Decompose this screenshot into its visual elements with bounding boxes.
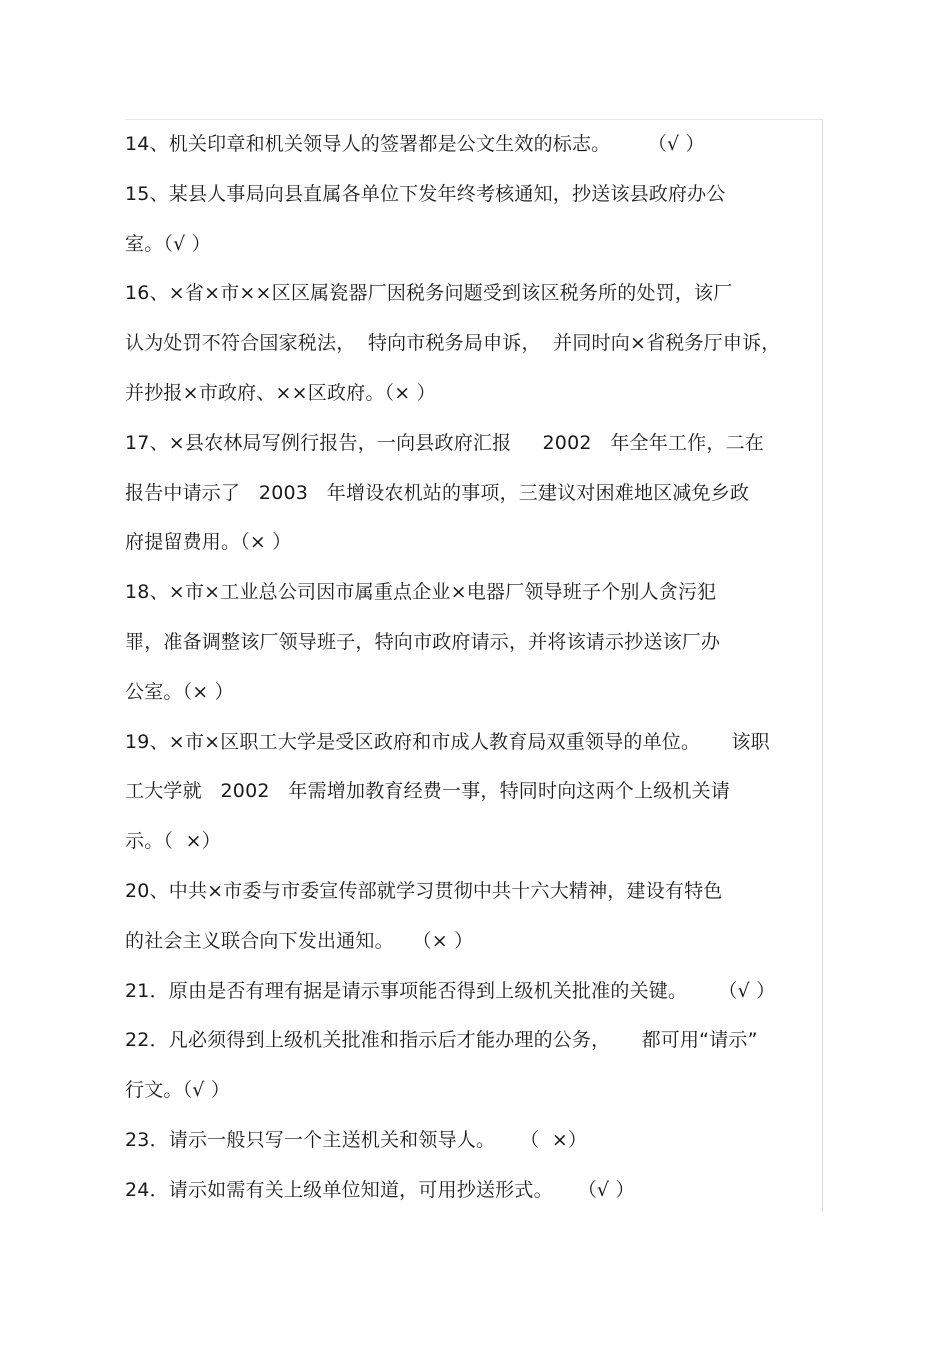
text-line: 公室。（× ） (125, 680, 234, 703)
text-line: 室。（√ ） (125, 232, 211, 255)
text-line: 18、×市×工业总公司因市属重点企业×电器厂领导班子个别人贪污犯 (125, 581, 717, 604)
text-line: 19、×市×区职工大学是受区政府和市成人教育局双重领导的单位。 该职 (125, 730, 770, 753)
text-line: 22．凡必须得到上级机关批准和指示后才能办理的公务， 都可用“请示” (125, 1029, 758, 1052)
text-line: 并抄报×市政府、××区政府。（× ） (125, 381, 436, 404)
text-line: 16、×省×市××区区属瓷器厂因税务问题受到该区税务所的处罚，该厂 (125, 282, 733, 305)
text-line: 行文。（√ ） (125, 1079, 231, 1102)
text-line: 工大学就 2002 年需增加教育经费一事，特同时向这两个上级机关请 (125, 780, 730, 803)
text-line: 23．请示一般只写一个主送机关和领导人。 （ ×） (125, 1128, 588, 1151)
page-border-top (125, 119, 823, 120)
text-line: 15、某县人事局向县直属各单位下发年终考核通知，抄送该县政府办公 (125, 182, 726, 205)
text-line: 罪，准备调整该厂领导班子，特向市政府请示，并将该请示抄送该厂办 (125, 630, 721, 653)
text-line: 报告中请示了 2003 年增设农机站的事项，三建议对困难地区减免乡政 (125, 481, 750, 504)
text-line: 20、中共×市委与市委宣传部就学习贯彻中共十六大精神，建设有特色 (125, 879, 723, 902)
text-line: 14、机关印章和机关领导人的签署都是公文生效的标志。 （√ ） (125, 133, 705, 155)
text-line: 的社会主义联合向下发出通知。 （× ） (125, 929, 474, 952)
document-body (125, 122, 830, 1218)
text-line: 24．请示如需有关上级单位知道，可用抄送形式。 （√ ） (125, 1178, 635, 1201)
text-line: 认为处罚不符合国家税法， 特向市税务局申诉， 并同时向×省税务厅申诉， (125, 332, 781, 355)
text-line: 21．原由是否有理有据是请示事项能否得到上级机关批准的关键。 （√ ） (125, 979, 776, 1002)
text-line: 示。（ ×） (125, 830, 221, 853)
text-line: 府提留费用。（× ） (125, 531, 292, 554)
text-line: 17、×县农林局写例行报告，一向县政府汇报 2002 年全年工作，二在 (125, 431, 764, 454)
